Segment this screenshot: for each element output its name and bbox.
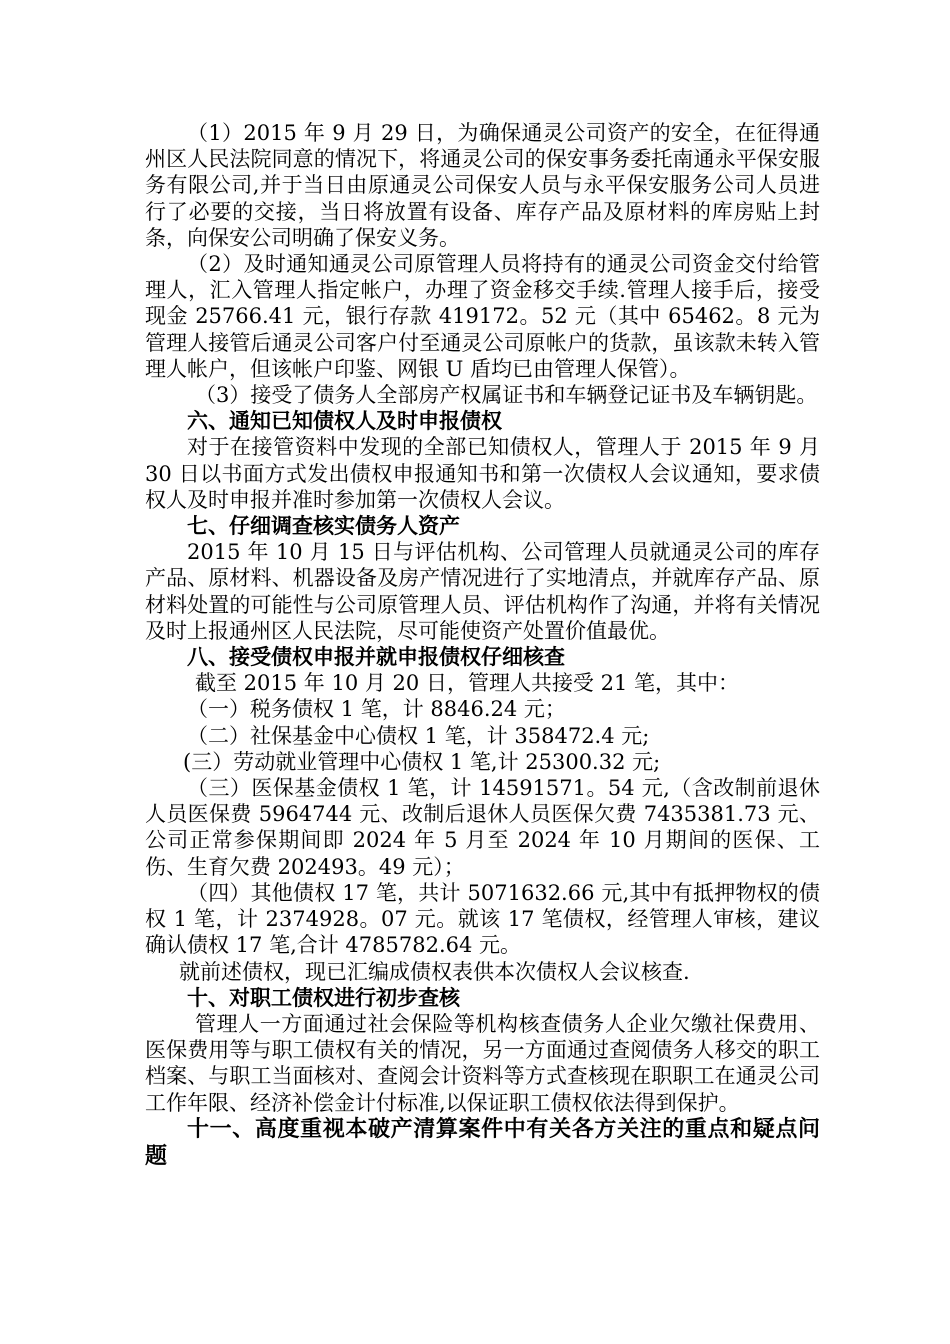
list-item-employment-claim: (三）劳动就业管理中心债权 1 笔,计 25300.32 元;: [183, 749, 661, 774]
section-heading-11: 十一、高度重视本破产清算案件中有关各方关注的重点和疑点问题: [145, 1115, 820, 1170]
paragraph-claims-summary: 截至 2015 年 10 月 20 日，管理人共接受 21 笔，其中：: [195, 671, 740, 696]
paragraph-claims-table: 就前述债权，现已汇编成债权表供本次债权人会议核查.: [179, 959, 690, 984]
paragraph-employee-claims: 管理人一方面通过社会保险等机构核查债务人企业欠缴社保费用、医保费用等与职工债权有关的情况，另一方面通过查阅债务人移交的职工档案、与职工当面核对、查阅会计资料等方式查核现在职职工在通灵公司工作年限、经济补偿金计付标准,以保证职工债权依法得到保护。: [145, 1011, 820, 1115]
list-item-other-claims: （四）其他债权 17 笔，共计 5071632.66 元,其中有抵押物权的债权 1 笔，计 2374928。07 元。就该 17 笔债权，经管理人审核，建议确认债权 17 笔,合计 4785782.64 元。: [145, 880, 820, 958]
section-heading-6: 六、通知已知债权人及时申报债权: [187, 408, 502, 434]
paragraph-property-certificates: （3）接受了债务人全部房产权属证书和车辆登记证书及车辆钥匙。: [195, 383, 818, 408]
paragraph-funds-transfer: （2）及时通知通灵公司原管理人员将持有的通灵公司资金交付给管理人，汇入管理人指定帐户，办理了资金移交手续.管理人接手后，接受现金 25766.41 元，银行存款 419172。52 元（其中 65462。8 元为管理人接管后通灵公司客户付至通灵公司原帐户的货款，虽该款未转入管理人帐户，但该帐户印鉴、网银 U 盾均已由管理人保管）。: [145, 252, 820, 381]
list-item-medical-insurance-claim: （三）医保基金债权 1 笔，计 14591571。54 元,（含改制前退休人员医保费 5964744 元、改制后退休人员医保欠费 7435381.73 元、公司正常参保期间即 2024 年 5 月至 2024 年 10 月期间的医保、工伤、生育欠费 202493。49 元）；: [145, 776, 820, 879]
list-item-tax-claim: （一）税务债权 1 笔，计 8846.24 元；: [187, 697, 566, 722]
paragraph-notify-creditors: 对于在接管资料中发现的全部已知债权人，管理人于 2015 年 9 月 30 日以书面方式发出债权申报通知书和第一次债权人会议通知，要求债权人及时申报并准时参加第一次债权人会议。: [145, 435, 820, 512]
paragraph-security-handover: （1）2015 年 9 月 29 日，为确保通灵公司资产的安全，在征得通州区人民法院同意的情况下，将通灵公司的保安事务委托南通永平保安服务有限公司,并于当日由原通灵公司保安人员与永平保安服务公司人员进行了必要的交接，当日将放置有设备、库存产品及原材料的库房贴上封条，向保安公司明确了保安义务。: [145, 121, 820, 250]
section-heading-10: 十、对职工债权进行初步查核: [187, 984, 460, 1010]
paragraph-asset-investigation: 2015 年 10 月 15 日与评估机构、公司管理人员就通灵公司的库存产品、原材料、机器设备及房产情况进行了实地清点，并就库存产品、原材料处置的可能性与公司原管理人员、评估机构作了沟通，并将有关情况及时上报通州区人民法院，尽可能使资产处置价值最优。: [145, 540, 820, 643]
list-item-social-security-claim: （二）社保基金中心债权 1 笔，计 358472.4 元;: [187, 723, 650, 748]
section-heading-8: 八、接受债权申报并就申报债权仔细核查: [187, 644, 565, 670]
section-heading-7: 七、仔细调查核实债务人资产: [187, 513, 460, 539]
document-page: [145, 120, 820, 1171]
